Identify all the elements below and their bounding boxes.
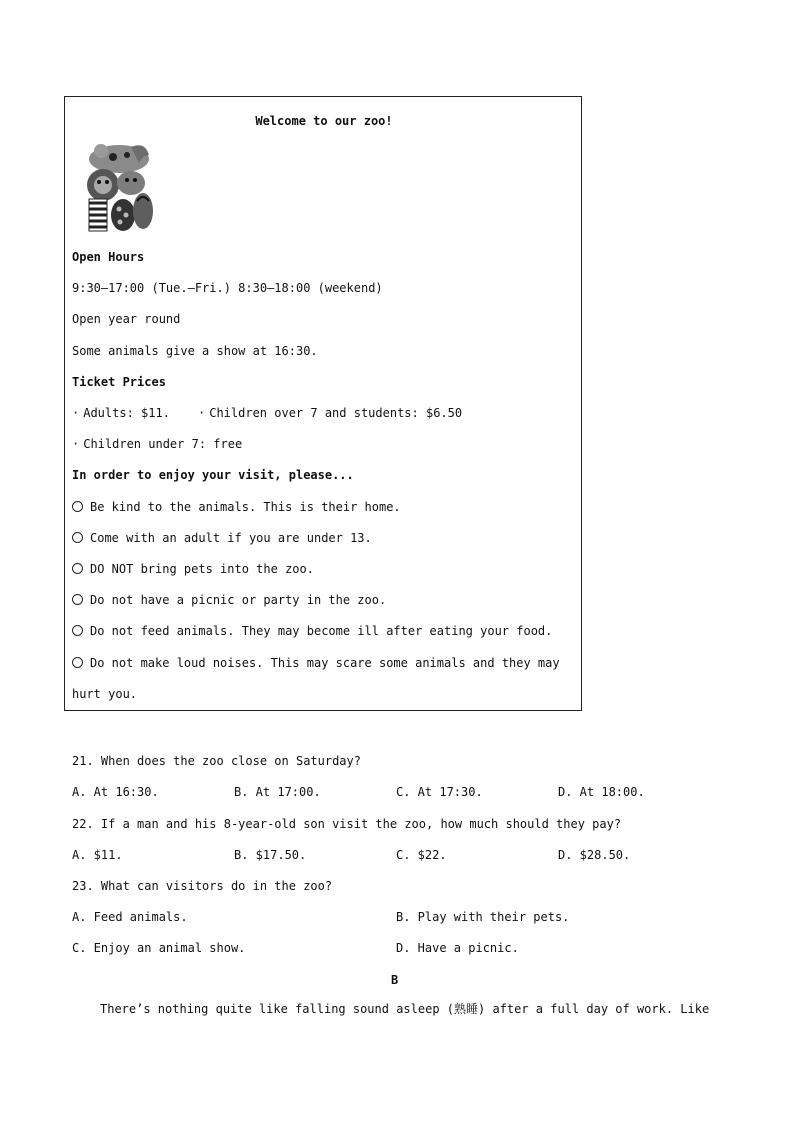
rule-item (72, 655, 560, 671)
rule-item (72, 499, 401, 515)
ticket-adults-label: Adults: $11. (83, 406, 170, 420)
answer-option: B. $17.50. (234, 848, 307, 862)
answer-option: D. $28.50. (558, 848, 631, 862)
rule-text: Be kind to the animals. This is their home. (90, 500, 401, 514)
rules-heading: In order to enjoy your visit, please... (72, 468, 354, 482)
rule-item (72, 561, 314, 577)
circle-bullet-icon (72, 501, 83, 512)
show-text: Some animals give a show at 16:30. (72, 344, 318, 358)
ticket-children-under7-label: Children under 7: free (83, 437, 243, 451)
rule-text: DO NOT bring pets into the zoo. (90, 562, 314, 576)
question-stem: 21. When does the zoo close on Saturday? (72, 754, 361, 768)
rule-text: Do not feed animals. They may become ill after eating your food. (90, 624, 553, 638)
answer-option: C. $22. (396, 848, 447, 862)
rule-text: Do not make loud noises. This may scare some animals and they may (90, 656, 560, 670)
answer-option: C. Enjoy an animal show. (72, 941, 246, 955)
circle-bullet-icon (72, 563, 83, 574)
notice-title: Welcome to our zoo! (255, 114, 393, 128)
animals-illustration (79, 137, 157, 233)
open-hours-text: 9:30—17:00 (Tue.—Fri.) 8:30—18:00 (weekend) (72, 281, 383, 295)
question-stem: 22. If a man and his 8-year-old son visit the zoo, how much should they pay? (72, 817, 622, 831)
circle-bullet-icon (72, 657, 83, 668)
open-year-text: Open year round (72, 312, 181, 326)
answer-option: C. At 17:30. (396, 785, 483, 799)
circle-bullet-icon (72, 625, 83, 636)
ticket-prices-heading: Ticket Prices (72, 375, 166, 389)
ticket-children-over7-label: Children over 7 and students: $6.50 (209, 406, 463, 420)
answer-option: D. At 18:00. (558, 785, 645, 799)
answer-option: D. Have a picnic. (396, 941, 519, 955)
ticket-children-over7 (198, 405, 462, 421)
rule-item (72, 592, 386, 608)
section-heading: B (391, 973, 399, 987)
circle-bullet-icon (72, 532, 83, 543)
ticket-adults (72, 405, 170, 421)
open-hours-heading: Open Hours (72, 250, 145, 264)
ticket-children-under7 (72, 436, 242, 452)
passage-text: There’s nothing quite like falling sound asleep (熟睡) after a full day of work. Like (100, 1002, 710, 1016)
rule-item (72, 530, 372, 546)
answer-option: B. At 17:00. (234, 785, 321, 799)
circle-bullet-icon (72, 594, 83, 605)
answer-option: A. Feed animals. (72, 910, 188, 924)
rule-item (72, 623, 552, 639)
answer-option: A. At 16:30. (72, 785, 159, 799)
rule-text: Do not have a picnic or party in the zoo. (90, 593, 387, 607)
answer-option: A. $11. (72, 848, 123, 862)
bullet-icon: · (72, 406, 80, 420)
rule-text: Come with an adult if you are under 13. (90, 531, 372, 545)
bullet-icon: · (198, 406, 206, 420)
rule-continuation: hurt you. (72, 687, 138, 701)
bullet-icon: · (72, 437, 80, 451)
question-stem: 23. What can visitors do in the zoo? (72, 879, 333, 893)
answer-option: B. Play with their pets. (396, 910, 570, 924)
zoo-notice-box (64, 96, 582, 711)
